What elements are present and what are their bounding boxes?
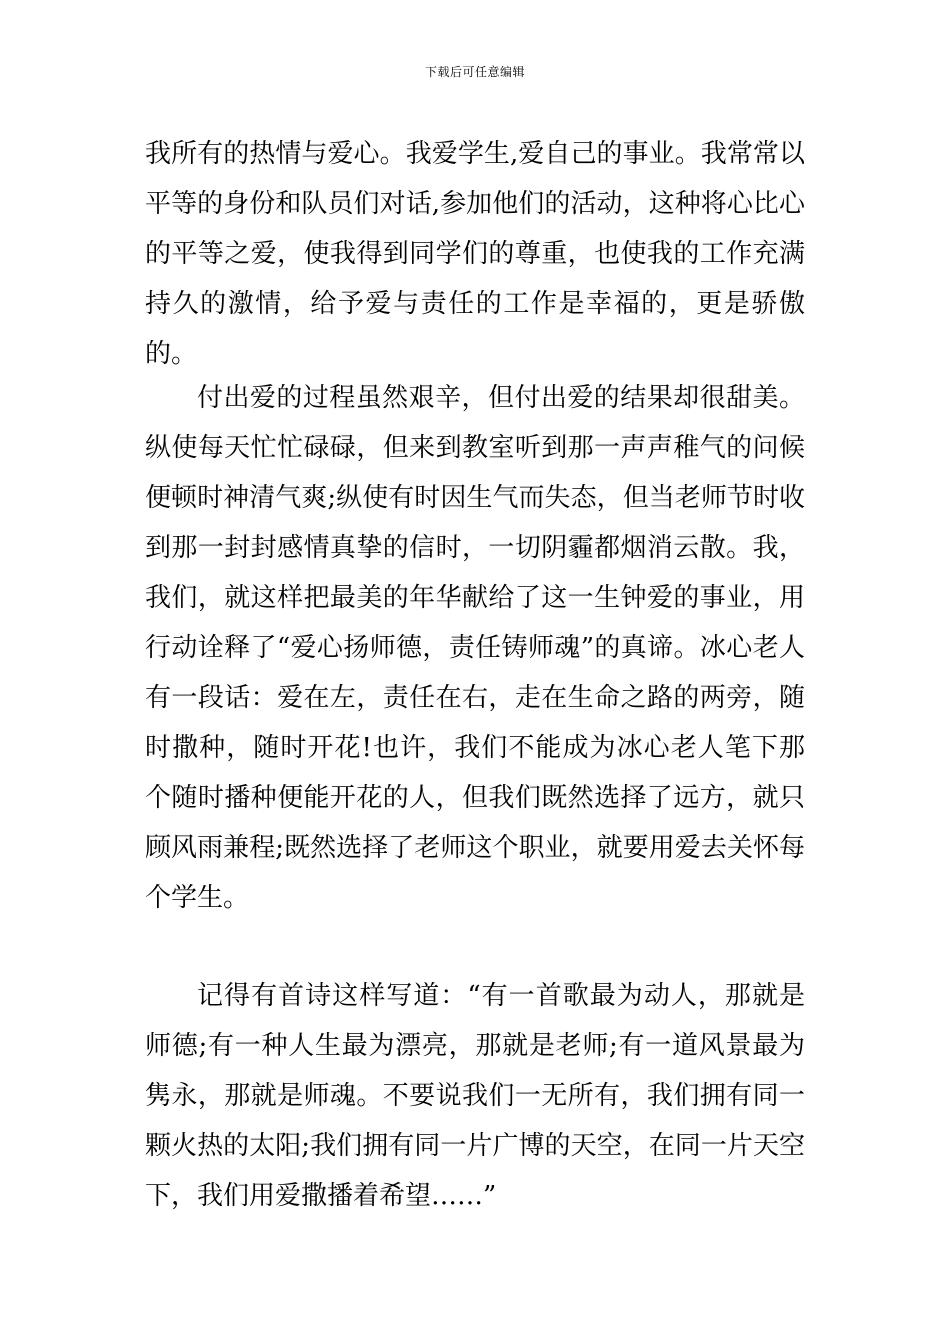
paragraph-3: 记得有首诗这样写道：“有一首歌最为动人，那就是师德;有一种人生最为漂亮，那就是老师;有一道风景最为隽永，那就是师魂。不要说我们一无所有，我们拥有同一颗火热的太阳;我们拥有同一片广博的天空，在同一片天空下，我们用爱撒播着希望……”: [145, 981, 805, 1211]
page-header-note: 下载后可任意编辑: [424, 65, 525, 79]
paragraph-2: 付出爱的过程虽然艰辛，但付出爱的结果却很甜美。纵使每天忙忙碌碌，但来到教室听到那一声声稚气的问候便顿时神清气爽;纵使有时因生气而失态，但当老师节时收到那一封封感情真挚的信时，一切阴霾都烟消云散。我，我们，就这样把最美的年华献给了这一生钟爱的事业，用行动诠释了“爱心扬师德，责任铸师魂”的真谛。冰心老人有一段话：爱在左，责任在右，走在生命之路的两旁，随时撒种，随时开花!也许，我们不能成为冰心老人笔下那个随时播种便能开花的人，但我们既然选择了远方，就只顾风雨兼程;既然选择了老师这个职业，就要用爱去关怀每个学生。: [145, 383, 805, 913]
paragraph-1: 我所有的热情与爱心。我爱学生,爱自己的事业。我常常以平等的身份和队员们对话,参加他们的活动，这种将心比心的平等之爱，使我得到同学们的尊重，也使我的工作充满持久的激情，给予爱与责任的工作是幸福的，更是骄傲的。: [145, 139, 805, 369]
